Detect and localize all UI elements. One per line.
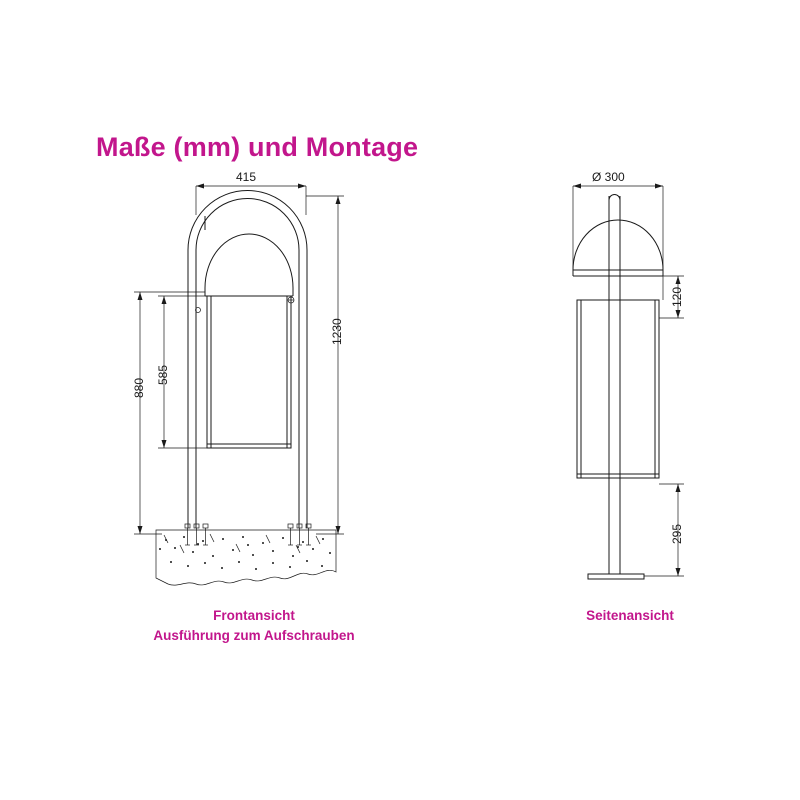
caption-front-view-line1: Frontansicht xyxy=(213,608,295,623)
support-post-side xyxy=(588,195,644,580)
caption-front-view-line2: Ausführung zum Aufschrauben xyxy=(153,628,355,643)
dim-label-295: 295 xyxy=(670,523,684,544)
dim-diameter-300 xyxy=(573,184,663,301)
dim-label-120: 120 xyxy=(670,286,684,307)
dim-label-415: 415 xyxy=(236,170,257,184)
page-title: Maße (mm) und Montage xyxy=(96,132,419,162)
bin-body-side xyxy=(577,300,659,478)
caption-side-view: Seitenansicht xyxy=(586,608,674,623)
dim-label-1230: 1230 xyxy=(330,318,344,345)
dim-label-880: 880 xyxy=(132,377,146,398)
dim-label-585: 585 xyxy=(156,364,170,385)
dim-label-diameter-300: Ø 300 xyxy=(592,170,625,184)
bin-lid-side xyxy=(573,220,663,276)
